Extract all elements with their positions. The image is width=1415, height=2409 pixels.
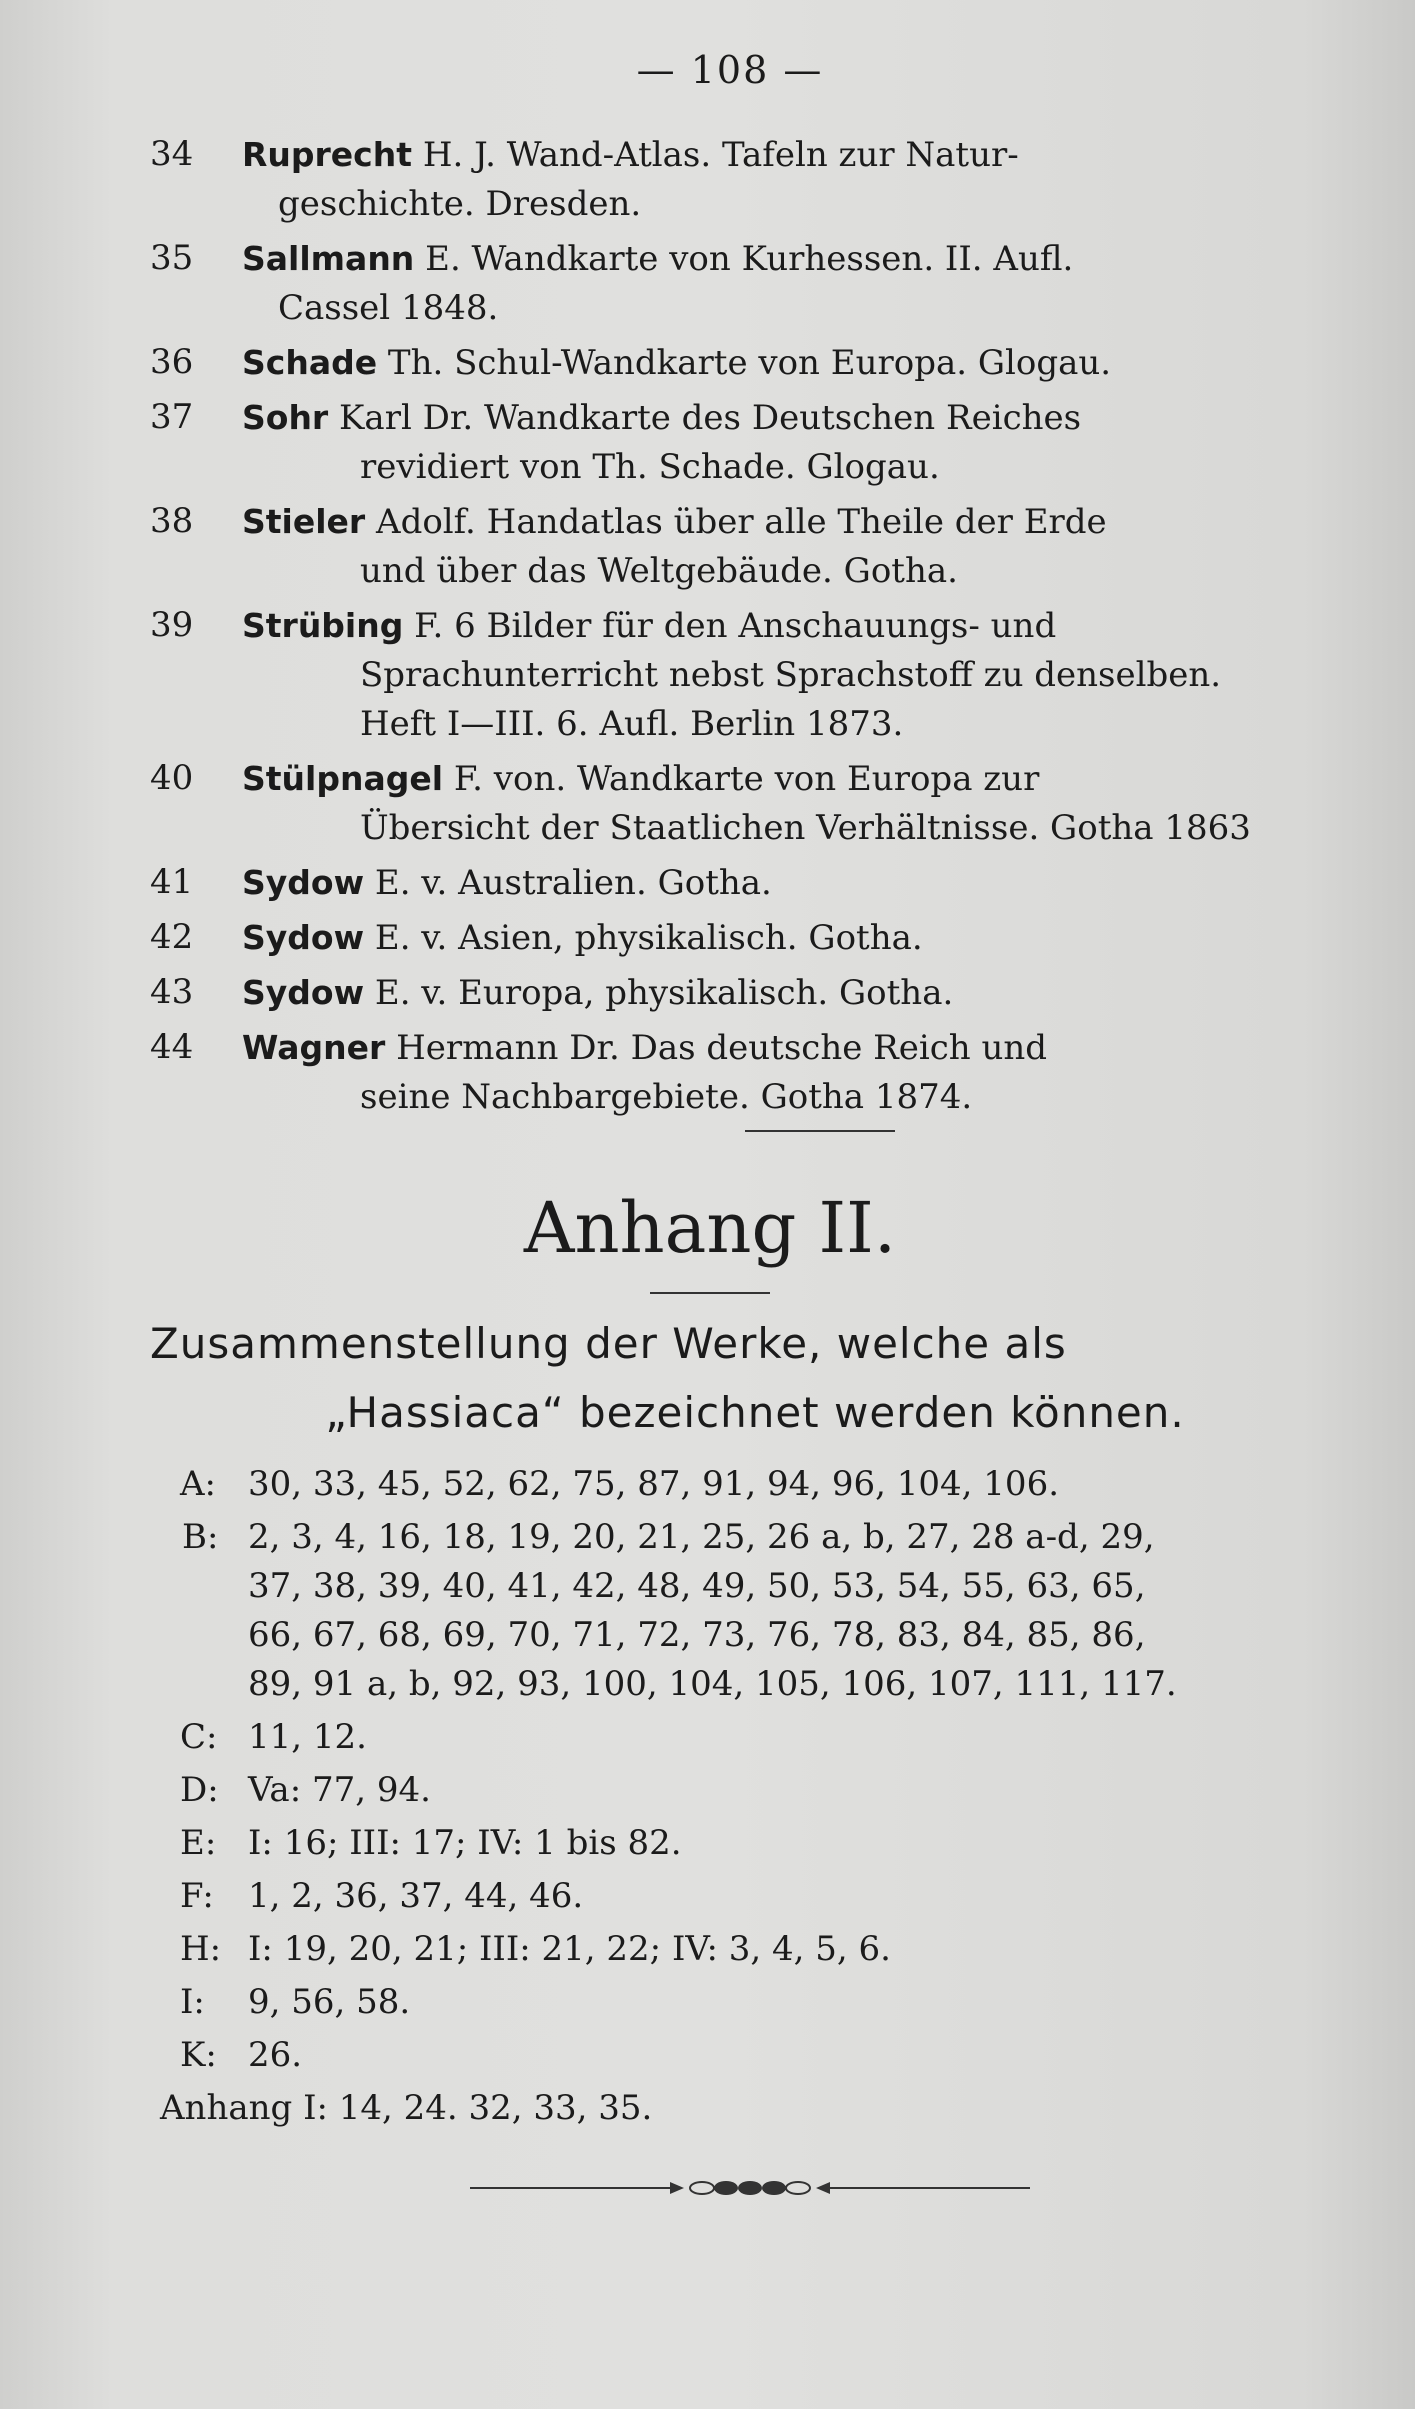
entry-author: Sydow bbox=[242, 918, 365, 957]
entry-author: Ruprecht bbox=[242, 135, 413, 174]
entry-number: 38 bbox=[150, 501, 194, 541]
index-values: 1, 2, 36, 37, 44, 46. bbox=[248, 1876, 584, 1916]
entry-text: F. 6 Bilder für den Anschauungs- und bbox=[414, 606, 1057, 646]
entry-continuation: Sprachunterricht nebst Sprachstoff zu denselben. bbox=[360, 655, 1222, 695]
entry-author: Stieler bbox=[242, 502, 366, 541]
anhang-i-reference: Anhang I: 14, 24. 32, 33, 35. bbox=[160, 2088, 653, 2128]
entry-author: Sallmann bbox=[242, 239, 415, 278]
entry-number: 35 bbox=[150, 238, 194, 278]
entry-text: E. v. Asien, physikalisch. Gotha. bbox=[374, 918, 923, 958]
appendix-subtitle-line1: Zusammenstellung der Werke, welche als bbox=[150, 1319, 1067, 1368]
entry-continuation: Cassel 1848. bbox=[278, 288, 499, 328]
bibliography-list bbox=[150, 130, 1340, 1127]
index-values: 2, 3, 4, 16, 18, 19, 20, 21, 25, 26 a, b, 27, 28 a-d, 29, bbox=[248, 1517, 1155, 1557]
index-label: H: bbox=[180, 1929, 222, 1969]
entry-text: Th. Schul-Wandkarte von Europa. Glogau. bbox=[387, 343, 1112, 383]
index-row bbox=[160, 2031, 1360, 2080]
list-item bbox=[150, 913, 1340, 963]
entry-text: Hermann Dr. Das deutsche Reich und bbox=[396, 1028, 1048, 1068]
entry-number: 44 bbox=[150, 1027, 194, 1067]
entry-continuation: Heft I—III. 6. Aufl. Berlin 1873. bbox=[360, 704, 904, 744]
entry-number: 36 bbox=[150, 342, 194, 382]
entry-continuation: geschichte. Dresden. bbox=[278, 184, 642, 224]
list-item bbox=[150, 497, 1340, 596]
entry-author: Sydow bbox=[242, 863, 365, 902]
index-values: 37, 38, 39, 40, 41, 42, 48, 49, 50, 53, 54, 55, 63, 65, bbox=[248, 1566, 1146, 1606]
entry-author: Strübing bbox=[242, 606, 404, 645]
entry-text: E. Wandkarte von Kurhessen. II. Aufl. bbox=[425, 239, 1074, 279]
entry-number: 43 bbox=[150, 972, 194, 1012]
index-label: F: bbox=[180, 1876, 214, 1916]
entry-continuation: seine Nachbargebiete. Gotha 1874. bbox=[360, 1077, 973, 1117]
index-label: E: bbox=[180, 1823, 217, 1863]
list-item bbox=[150, 1023, 1340, 1122]
entry-text: Karl Dr. Wandkarte des Deutschen Reiches bbox=[339, 398, 1082, 438]
hassiaca-index bbox=[160, 1460, 1360, 2137]
index-row bbox=[160, 1460, 1360, 1509]
list-item bbox=[150, 601, 1340, 749]
entry-number: 34 bbox=[150, 134, 194, 174]
entry-continuation: revidiert von Th. Schade. Glogau. bbox=[360, 447, 940, 487]
entry-author: Stülpnagel bbox=[242, 759, 444, 798]
index-row bbox=[160, 1925, 1360, 1974]
entry-text: Adolf. Handatlas über alle Theile der Erde bbox=[376, 502, 1107, 542]
entry-continuation: und über das Weltgebäude. Gotha. bbox=[360, 551, 958, 591]
entry-text: E. v. Europa, physikalisch. Gotha. bbox=[374, 973, 954, 1013]
entry-number: 41 bbox=[150, 862, 194, 902]
entry-author: Schade bbox=[242, 343, 378, 382]
index-row bbox=[160, 1713, 1360, 1762]
index-values: 89, 91 a, b, 92, 93, 100, 104, 105, 106, 107, 111, 117. bbox=[248, 1664, 1177, 1704]
ornament-rule bbox=[470, 2168, 1030, 2208]
entry-text: F. von. Wandkarte von Europa zur bbox=[453, 759, 1040, 799]
index-values: I: 19, 20, 21; III: 21, 22; IV: 3, 4, 5, 6. bbox=[248, 1929, 891, 1969]
appendix-title: Anhang II. bbox=[523, 1187, 897, 1269]
index-values: 66, 67, 68, 69, 70, 71, 72, 73, 76, 78, 83, 84, 85, 86, bbox=[248, 1615, 1146, 1655]
index-label: A: bbox=[180, 1464, 217, 1504]
entry-number: 42 bbox=[150, 917, 194, 957]
entry-number: 40 bbox=[150, 758, 194, 798]
index-values: I: 16; III: 17; IV: 1 bis 82. bbox=[248, 1823, 682, 1863]
index-label: C: bbox=[180, 1717, 218, 1757]
index-label: I: bbox=[180, 1982, 205, 2022]
index-row bbox=[160, 1872, 1360, 1921]
index-values: 26. bbox=[248, 2035, 303, 2075]
index-row bbox=[160, 1978, 1360, 2027]
list-item bbox=[150, 338, 1340, 388]
index-values: 11, 12. bbox=[248, 1717, 367, 1757]
index-row bbox=[160, 1513, 1360, 1709]
index-values: 30, 33, 45, 52, 62, 75, 87, 91, 94, 96, 104, 106. bbox=[248, 1464, 1060, 1504]
page-number: — 108 — bbox=[636, 48, 824, 92]
entry-author: Wagner bbox=[242, 1028, 386, 1067]
list-item bbox=[150, 858, 1340, 908]
entry-number: 39 bbox=[150, 605, 194, 645]
entry-number: 37 bbox=[150, 397, 194, 437]
entry-text: E. v. Australien. Gotha. bbox=[374, 863, 772, 903]
index-values: 9, 56, 58. bbox=[248, 1982, 411, 2022]
index-label: D: bbox=[180, 1770, 219, 1810]
section-divider bbox=[745, 1130, 895, 1132]
list-item bbox=[150, 130, 1340, 229]
entry-continuation: Übersicht der Staatlichen Verhältnisse. Gotha 1863 bbox=[360, 808, 1251, 848]
list-item bbox=[150, 968, 1340, 1018]
index-row bbox=[160, 1819, 1360, 1868]
entry-text: H. J. Wand-Atlas. Tafeln zur Natur- bbox=[422, 135, 1019, 175]
index-row bbox=[160, 1766, 1360, 1815]
list-item bbox=[150, 234, 1340, 333]
index-label: B: bbox=[182, 1517, 219, 1557]
title-underline bbox=[650, 1292, 770, 1294]
list-item bbox=[150, 393, 1340, 492]
entry-author: Sydow bbox=[242, 973, 365, 1012]
entry-author: Sohr bbox=[242, 398, 329, 437]
list-item bbox=[150, 754, 1340, 853]
index-row-anhang bbox=[160, 2084, 1360, 2133]
index-values: Va: 77, 94. bbox=[248, 1770, 431, 1810]
index-label: K: bbox=[180, 2035, 217, 2075]
appendix-subtitle-line2: „Hassiaca“ bezeichnet werden können. bbox=[325, 1388, 1185, 1437]
